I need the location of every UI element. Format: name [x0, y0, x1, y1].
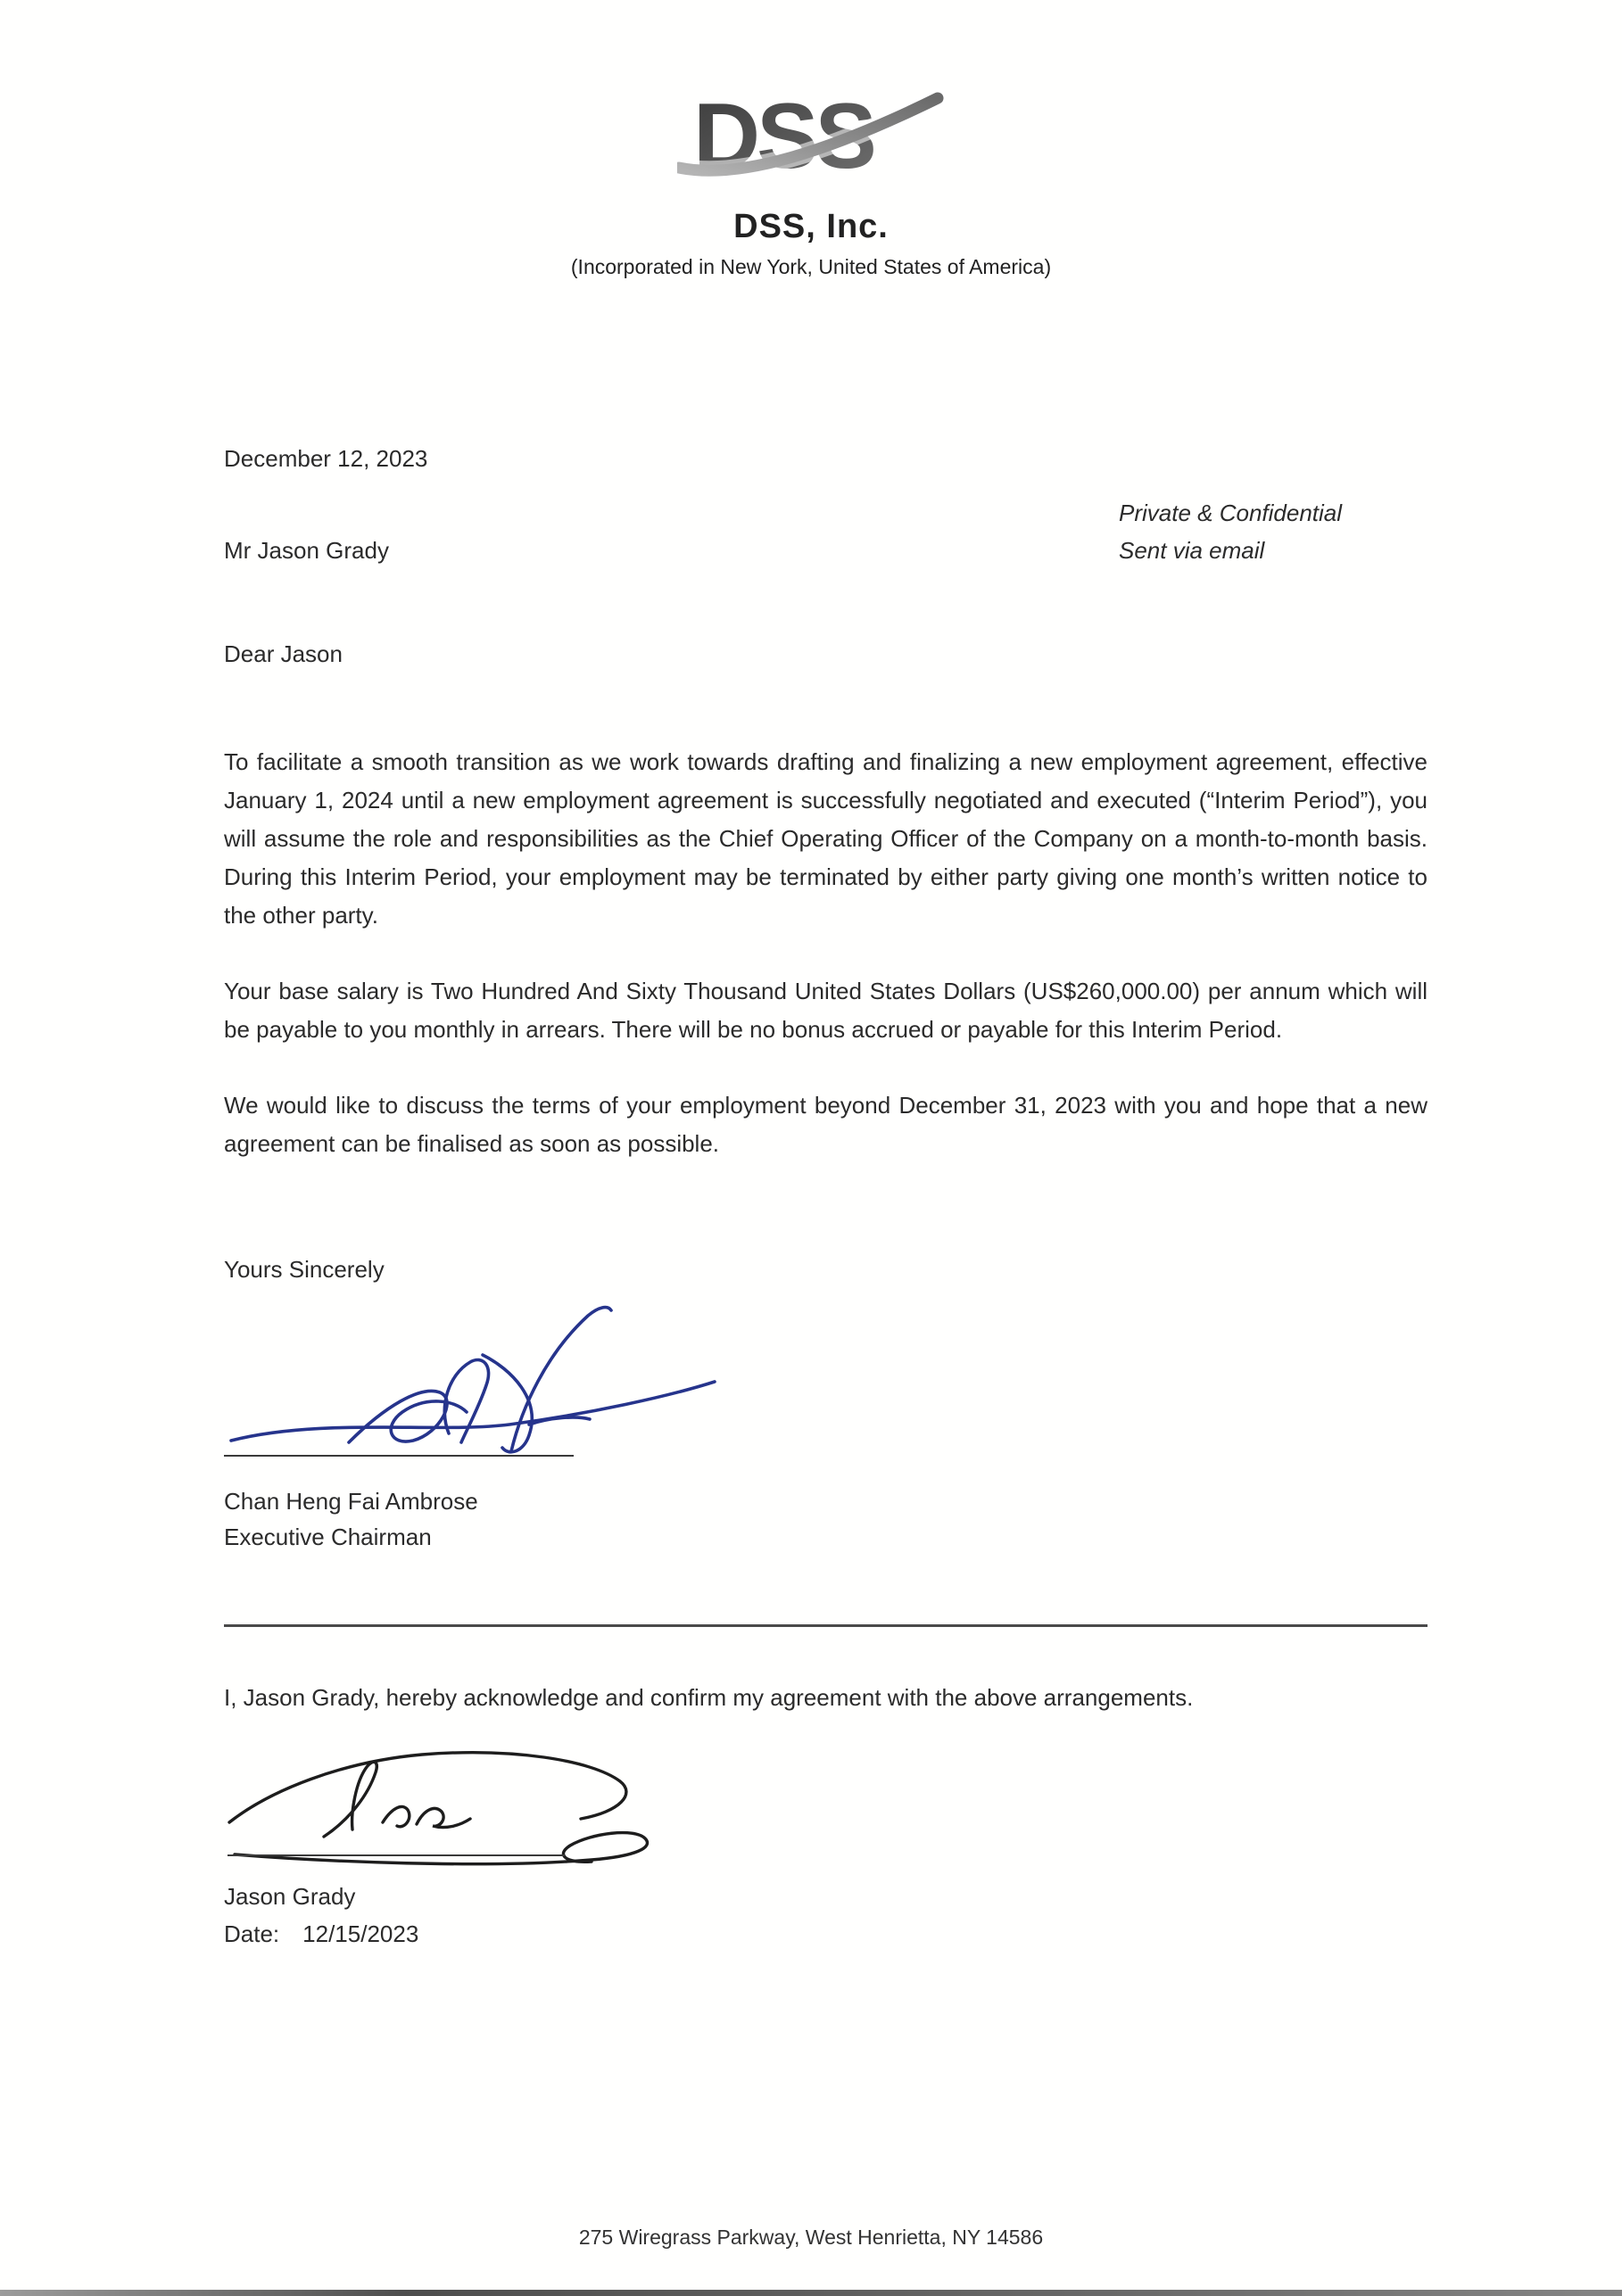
letter-date: December 12, 2023: [224, 445, 428, 472]
date-row: [224, 1915, 1428, 1953]
sent-via-label: Sent via email: [1119, 537, 1265, 564]
acknowledgment-text: I, Jason Grady, hereby acknowledge and confirm my agreement with the above arrangements.: [224, 1684, 1194, 1711]
body-paragraph: To facilitate a smooth transition as we work towards drafting and finalizing a new employment agreement, effective January 1, 2024 until a new employment agreement is successfully negotiated and executed (“Interim Period”), you will assume the role and responsibilities as the Chief Operating Officer of the Company on a month-to-month basis. During this Interim Period, your employment may be terminated by either party giving one month’s written notice to the other party.: [224, 748, 1428, 929]
scan-edge-artifact: [0, 2290, 1622, 2296]
closing-line: Yours Sincerely: [224, 1256, 385, 1283]
salutation: Dear Jason: [224, 640, 343, 667]
paragraphs: [224, 743, 1428, 1163]
date-value: 12/15/2023: [302, 1920, 419, 1947]
confidential-label: Private & Confidential: [1119, 500, 1343, 526]
confidential-block: [1119, 494, 1342, 569]
signature1-line: [224, 1455, 574, 1457]
body-paragraph: We would like to discuss the terms of your employment beyond December 31, 2023 with you and hope that a new agreement can be finalised as soon as possible.: [224, 1092, 1428, 1157]
signer1-title: Executive Chairman: [224, 1524, 432, 1550]
logo-text: DSS: [693, 85, 873, 188]
letterhead: [0, 0, 1622, 279]
signature1-block: [224, 1294, 1428, 1483]
signature1-image: [215, 1300, 750, 1487]
footer-address: 275 Wiregrass Parkway, West Henrietta, NY 14586: [578, 2226, 1044, 2249]
date-label: Date:: [224, 1920, 280, 1947]
recipient-name: Mr Jason Grady: [224, 537, 389, 564]
signature2-block: [224, 1737, 1428, 1878]
body-paragraph: Your base salary is Two Hundred And Sixty Thousand United States Dollars (US$260,000.00) per annum which will be payable to you monthly in arrears. There will be no bonus accrued or payable for this Interim Period.: [224, 978, 1428, 1043]
company-logo: [677, 82, 945, 195]
signature2-line: [228, 1854, 565, 1856]
company-name: DSS, Inc.: [733, 208, 889, 245]
address-row: [224, 494, 1428, 601]
dss-logo-icon: [677, 82, 945, 191]
letter-body: [224, 440, 1428, 1953]
signer2-name: Jason Grady: [224, 1883, 356, 1910]
section-divider: [224, 1624, 1428, 1627]
signature2-image: [217, 1737, 716, 1879]
signer1-name: Chan Heng Fai Ambrose: [224, 1488, 478, 1515]
incorporation-line: (Incorporated in New York, United States of America): [570, 255, 1052, 278]
